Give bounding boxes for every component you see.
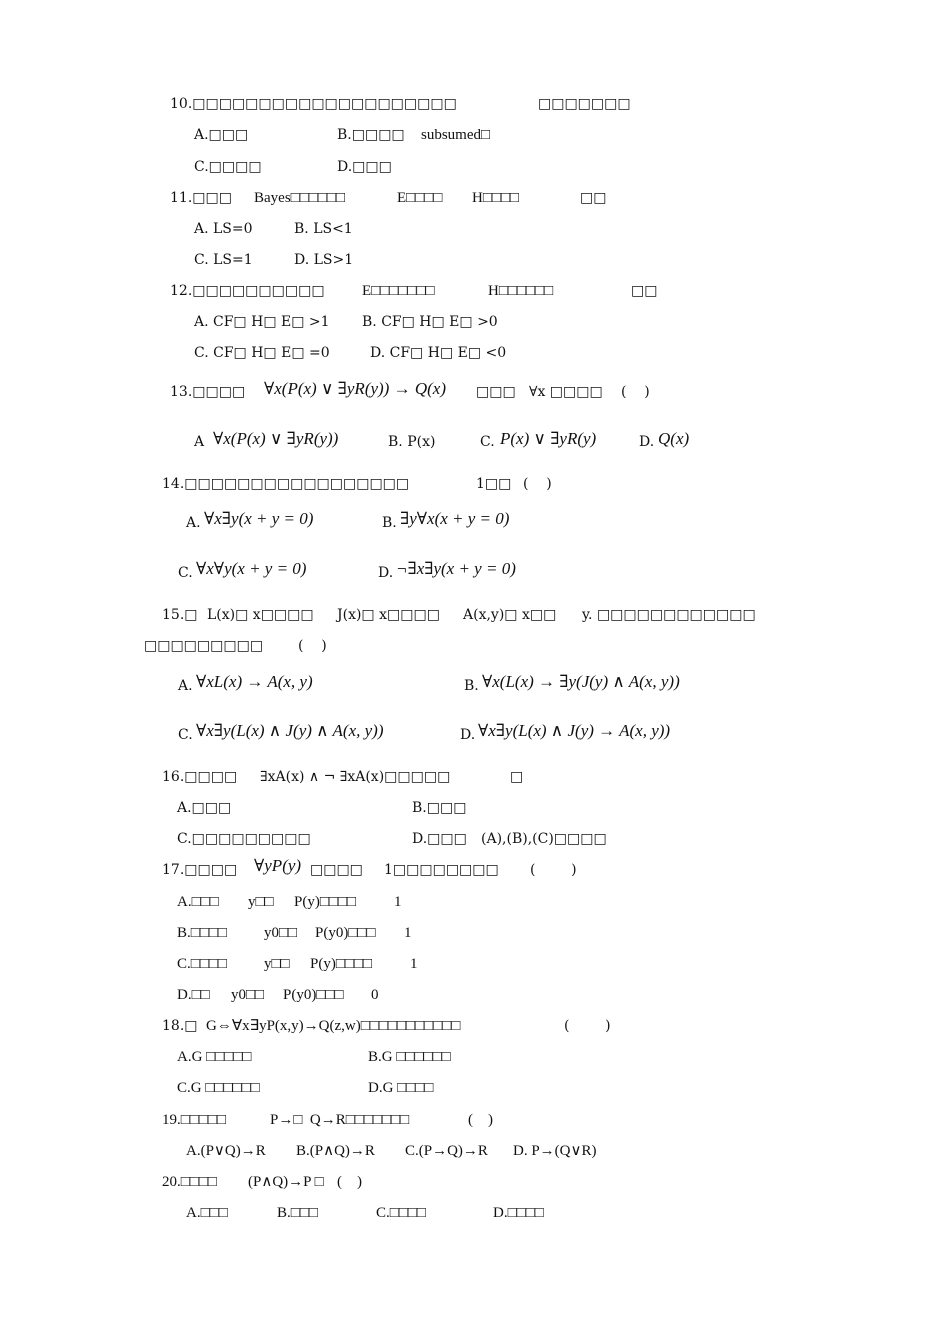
q12-option-d: D. CF□ H□ E□ <0 xyxy=(370,345,507,361)
q12-option-a: A. CF□ H□ E□ >1 xyxy=(194,314,330,330)
q19-answer-paren: ( ) xyxy=(468,1112,493,1128)
q17-option-b: B.□□□□ xyxy=(177,925,227,941)
q15-answer-paren: ( ) xyxy=(298,638,327,654)
q13-option-a-formula: ∀x(P(x) ∨ ∃yR(y)) xyxy=(213,429,339,448)
q16-option-a: A.□□□ xyxy=(177,800,232,816)
q11-stem-h: H□□□□ xyxy=(472,190,520,206)
q17-option-b-var: y0□□ xyxy=(264,925,298,941)
q19-stem-formula: P→□ Q→R□□□□□□□ xyxy=(270,1112,410,1128)
q12-option-b: B. CF□ H□ E□ >0 xyxy=(362,314,498,330)
q12-option-c: C. CF□ H□ E□ =0 xyxy=(194,345,330,361)
q12-stem: 12.□□□□□□□□□□ xyxy=(170,283,325,299)
q17-option-c-value: 1 xyxy=(410,956,418,972)
q14-option-a-formula: ∀x∃y(x + y = 0) xyxy=(204,509,314,528)
q10-stem-tail: □□□□□□□ xyxy=(538,96,631,112)
q15-stem: 15.□ xyxy=(162,607,198,623)
q11-option-b: B. LS<1 xyxy=(294,221,353,237)
q17-answer-paren: ( ) xyxy=(530,862,577,878)
q17-option-a: A.□□□ xyxy=(177,894,219,910)
q11-option-c: C. LS=1 xyxy=(194,252,253,268)
q15-stem-j: J(x)□ x□□□□ xyxy=(337,607,440,623)
q11-option-d: D. LS>1 xyxy=(294,252,354,268)
q19-option-d: D. P→(Q∨R) xyxy=(513,1143,597,1159)
q10-option-d: D.□□□ xyxy=(337,159,392,175)
q15-stem-a: A(x,y)□ x□□ xyxy=(463,607,557,623)
q15-stem-l: L(x)□ x□□□□ xyxy=(207,607,314,623)
q20-answer-paren: ( ) xyxy=(337,1174,362,1190)
q11-stem: 11.□□□ xyxy=(170,190,232,206)
q14-option-c-label: C. xyxy=(178,565,193,581)
q12-stem-h: H□□□□□□ xyxy=(488,283,554,299)
q20-option-d: D.□□□□ xyxy=(493,1205,544,1221)
q17-formula: ∀yP(y) xyxy=(254,856,302,875)
q15-option-d-formula: ∀x∃y(L(x) ∧ J(y) → A(x, y)) xyxy=(478,721,671,740)
q18-stem-formula: G⇔∀x∃yP(x,y)→Q(z,w)□□□□□□□□□□□ xyxy=(206,1018,461,1034)
q13-option-a-label: A xyxy=(194,434,205,450)
q17-option-b-pred: P(y0)□□□ xyxy=(315,925,376,941)
q19-stem: 19.□□□□□ xyxy=(162,1112,227,1128)
q14-option-c-formula: ∀x∀y(x + y = 0) xyxy=(196,559,307,578)
q14-stem-tail: 1□□ xyxy=(476,476,512,492)
q18-option-b: B.G □□□□□□ xyxy=(368,1049,451,1065)
q18-stem: 18.□ xyxy=(162,1018,198,1034)
q13-stem-var: ∀x □□□□ xyxy=(529,384,603,400)
q15-option-c-formula: ∀x∃y(L(x) ∧ J(y) ∧ A(x, y)) xyxy=(196,721,384,740)
q15-stem-tail: y. □□□□□□□□□□□□ xyxy=(582,607,756,623)
q17-option-d: D.□□ xyxy=(177,987,210,1003)
q10-stem: 10.□□□□□□□□□□□□□□□□□□□□ xyxy=(170,96,457,112)
q13-stem-mid: □□□ xyxy=(476,384,516,400)
q16-stem: 16.□□□□ xyxy=(162,769,238,785)
q17-stem: 17.□□□□ xyxy=(162,862,238,878)
q13-option-c-label: C. xyxy=(480,434,495,450)
q17-stem-tail: 1□□□□□□□□ xyxy=(384,862,499,878)
q20-stem: 20.□□□□ xyxy=(162,1174,217,1190)
q10-option-b: B.□□□□ xyxy=(337,127,405,143)
q14-answer-paren: ( ) xyxy=(523,476,552,492)
q10-option-c: C.□□□□ xyxy=(194,159,262,175)
q17-option-a-var: y□□ xyxy=(248,894,274,910)
q15-option-b-formula: ∀x(L(x) → ∃y(J(y) ∧ A(x, y)) xyxy=(482,672,680,691)
q17-option-b-value: 1 xyxy=(404,925,412,941)
q16-option-d: D.□□□ xyxy=(412,831,467,847)
q14-option-d-formula: ¬∃x∃y(x + y = 0) xyxy=(396,559,516,578)
q14-option-b-formula: ∃y∀x(x + y = 0) xyxy=(400,509,510,528)
q11-option-a: A. LS=0 xyxy=(194,221,253,237)
q19-option-a: A.(P∨Q)→R xyxy=(186,1143,266,1159)
q13-option-d-label: D. xyxy=(639,434,655,450)
q18-option-c: C.G □□□□□□ xyxy=(177,1080,260,1096)
q13-answer-paren: ( ) xyxy=(621,384,650,400)
q13-option-d-formula: Q(x) xyxy=(658,429,690,448)
q15-option-b-label: B. xyxy=(464,678,479,694)
q14-option-d-label: D. xyxy=(378,565,394,581)
q11-stem-bayes: Bayes□□□□□□ xyxy=(254,190,346,206)
q15-stem-line2: □□□□□□□□□ xyxy=(144,638,264,654)
q19-option-c: C.(P→Q)→R xyxy=(405,1143,488,1159)
q11-stem-e: E□□□□ xyxy=(397,190,443,206)
q20-stem-formula: (P∧Q)→P □ xyxy=(248,1174,324,1190)
q17-option-a-pred: P(y)□□□□ xyxy=(294,894,357,910)
q17-option-c-var: y□□ xyxy=(264,956,290,972)
q10-option-a: A.□□□ xyxy=(194,127,249,143)
q19-option-b: B.(P∧Q)→R xyxy=(296,1143,375,1159)
q16-option-b: B.□□□ xyxy=(412,800,467,816)
q16-option-c: C.□□□□□□□□□ xyxy=(177,831,311,847)
q17-option-d-value: 0 xyxy=(371,987,379,1003)
q17-stem-mid: □□□□ xyxy=(310,862,363,878)
q17-option-c: C.□□□□ xyxy=(177,956,227,972)
q17-option-c-pred: P(y)□□□□ xyxy=(310,956,373,972)
q18-answer-paren: ( ) xyxy=(564,1018,611,1034)
q14-stem: 14.□□□□□□□□□□□□□□□□□ xyxy=(162,476,410,492)
q12-stem-e: E□□□□□□□ xyxy=(362,283,435,299)
q18-option-a: A.G □□□□□ xyxy=(177,1049,252,1065)
q10-option-b-term: subsumed□ xyxy=(421,127,491,143)
q15-option-c-label: C. xyxy=(178,727,193,743)
q17-option-d-pred: P(y0)□□□ xyxy=(283,987,344,1003)
q13-stem: 13.□□□□ xyxy=(170,384,246,400)
q18-option-d: D.G □□□□ xyxy=(368,1080,434,1096)
q20-option-a: A.□□□ xyxy=(186,1205,228,1221)
q14-option-b-label: B. xyxy=(382,515,397,531)
q16-stem-tail: □ xyxy=(510,769,524,785)
q14-option-a-label: A. xyxy=(186,515,201,531)
q13-formula: ∀x(P(x) ∨ ∃yR(y)) → Q(x) xyxy=(264,379,446,398)
q16-stem-formula: ∃xA(x) ∧ ¬ ∃xA(x)□□□□□ xyxy=(260,769,451,785)
q20-option-c: C.□□□□ xyxy=(376,1205,426,1221)
q11-stem-tail: □□ xyxy=(580,190,607,206)
q15-option-a-formula: ∀xL(x) → A(x, y) xyxy=(196,672,313,691)
q20-option-b: B.□□□ xyxy=(277,1205,318,1221)
q13-option-c-formula: P(x) ∨ ∃yR(y) xyxy=(500,429,597,448)
q17-option-a-value: 1 xyxy=(394,894,402,910)
q16-option-d-tail: (A),(B),(C)□□□□ xyxy=(481,831,607,847)
q17-option-d-var: y0□□ xyxy=(231,987,265,1003)
q12-stem-tail: □□ xyxy=(631,283,658,299)
q15-option-d-label: D. xyxy=(460,727,476,743)
q13-option-b: B. P(x) xyxy=(388,434,436,450)
q15-option-a-label: A. xyxy=(178,678,193,694)
